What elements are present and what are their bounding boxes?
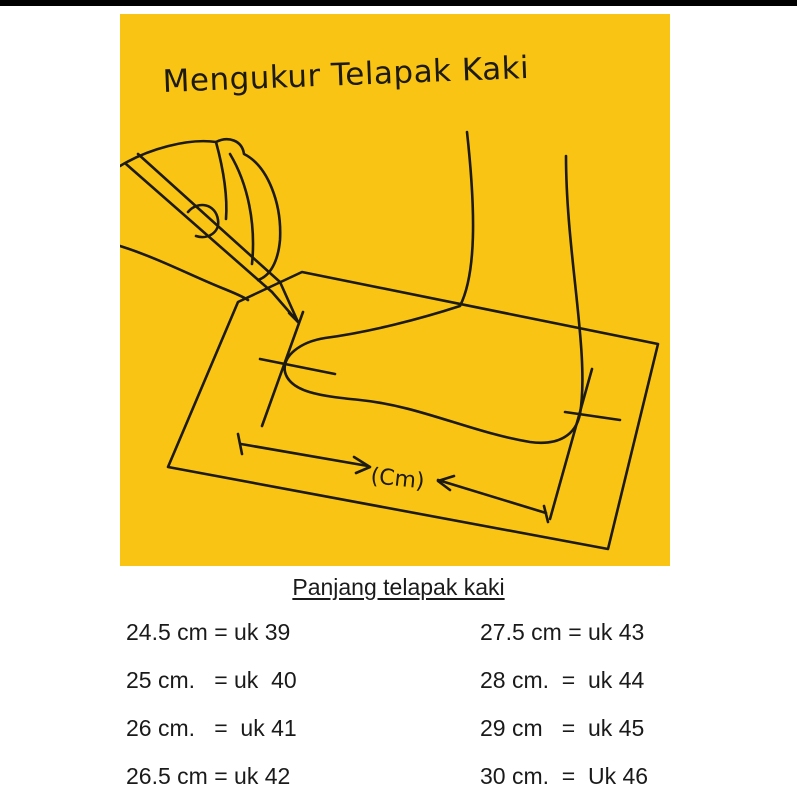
unit-label: (Cm)	[369, 464, 426, 495]
size-row-right-1: 27.5 cm = uk 43	[480, 619, 645, 645]
size-row-right-3: 29 cm = uk 45	[480, 715, 645, 741]
size-row-left-4: 26.5 cm = uk 42	[126, 763, 291, 789]
illustration-title: Mengukur Telapak Kaki	[162, 49, 530, 100]
size-row-left-2: 25 cm. = uk 40	[126, 667, 297, 693]
size-row-left-3: 26 cm. = uk 41	[126, 715, 297, 741]
top-border	[0, 0, 797, 6]
size-row-left-1: 24.5 cm = uk 39	[126, 619, 291, 645]
foot-icon	[285, 132, 583, 443]
size-row-right-2: 28 cm. = uk 44	[480, 667, 645, 693]
size-row-right-4: 30 cm. = Uk 46	[480, 763, 649, 789]
hand-with-pencil-icon	[120, 139, 298, 322]
size-chart-heading: Panjang telapak kaki	[292, 574, 505, 600]
illustration-panel	[120, 14, 670, 566]
